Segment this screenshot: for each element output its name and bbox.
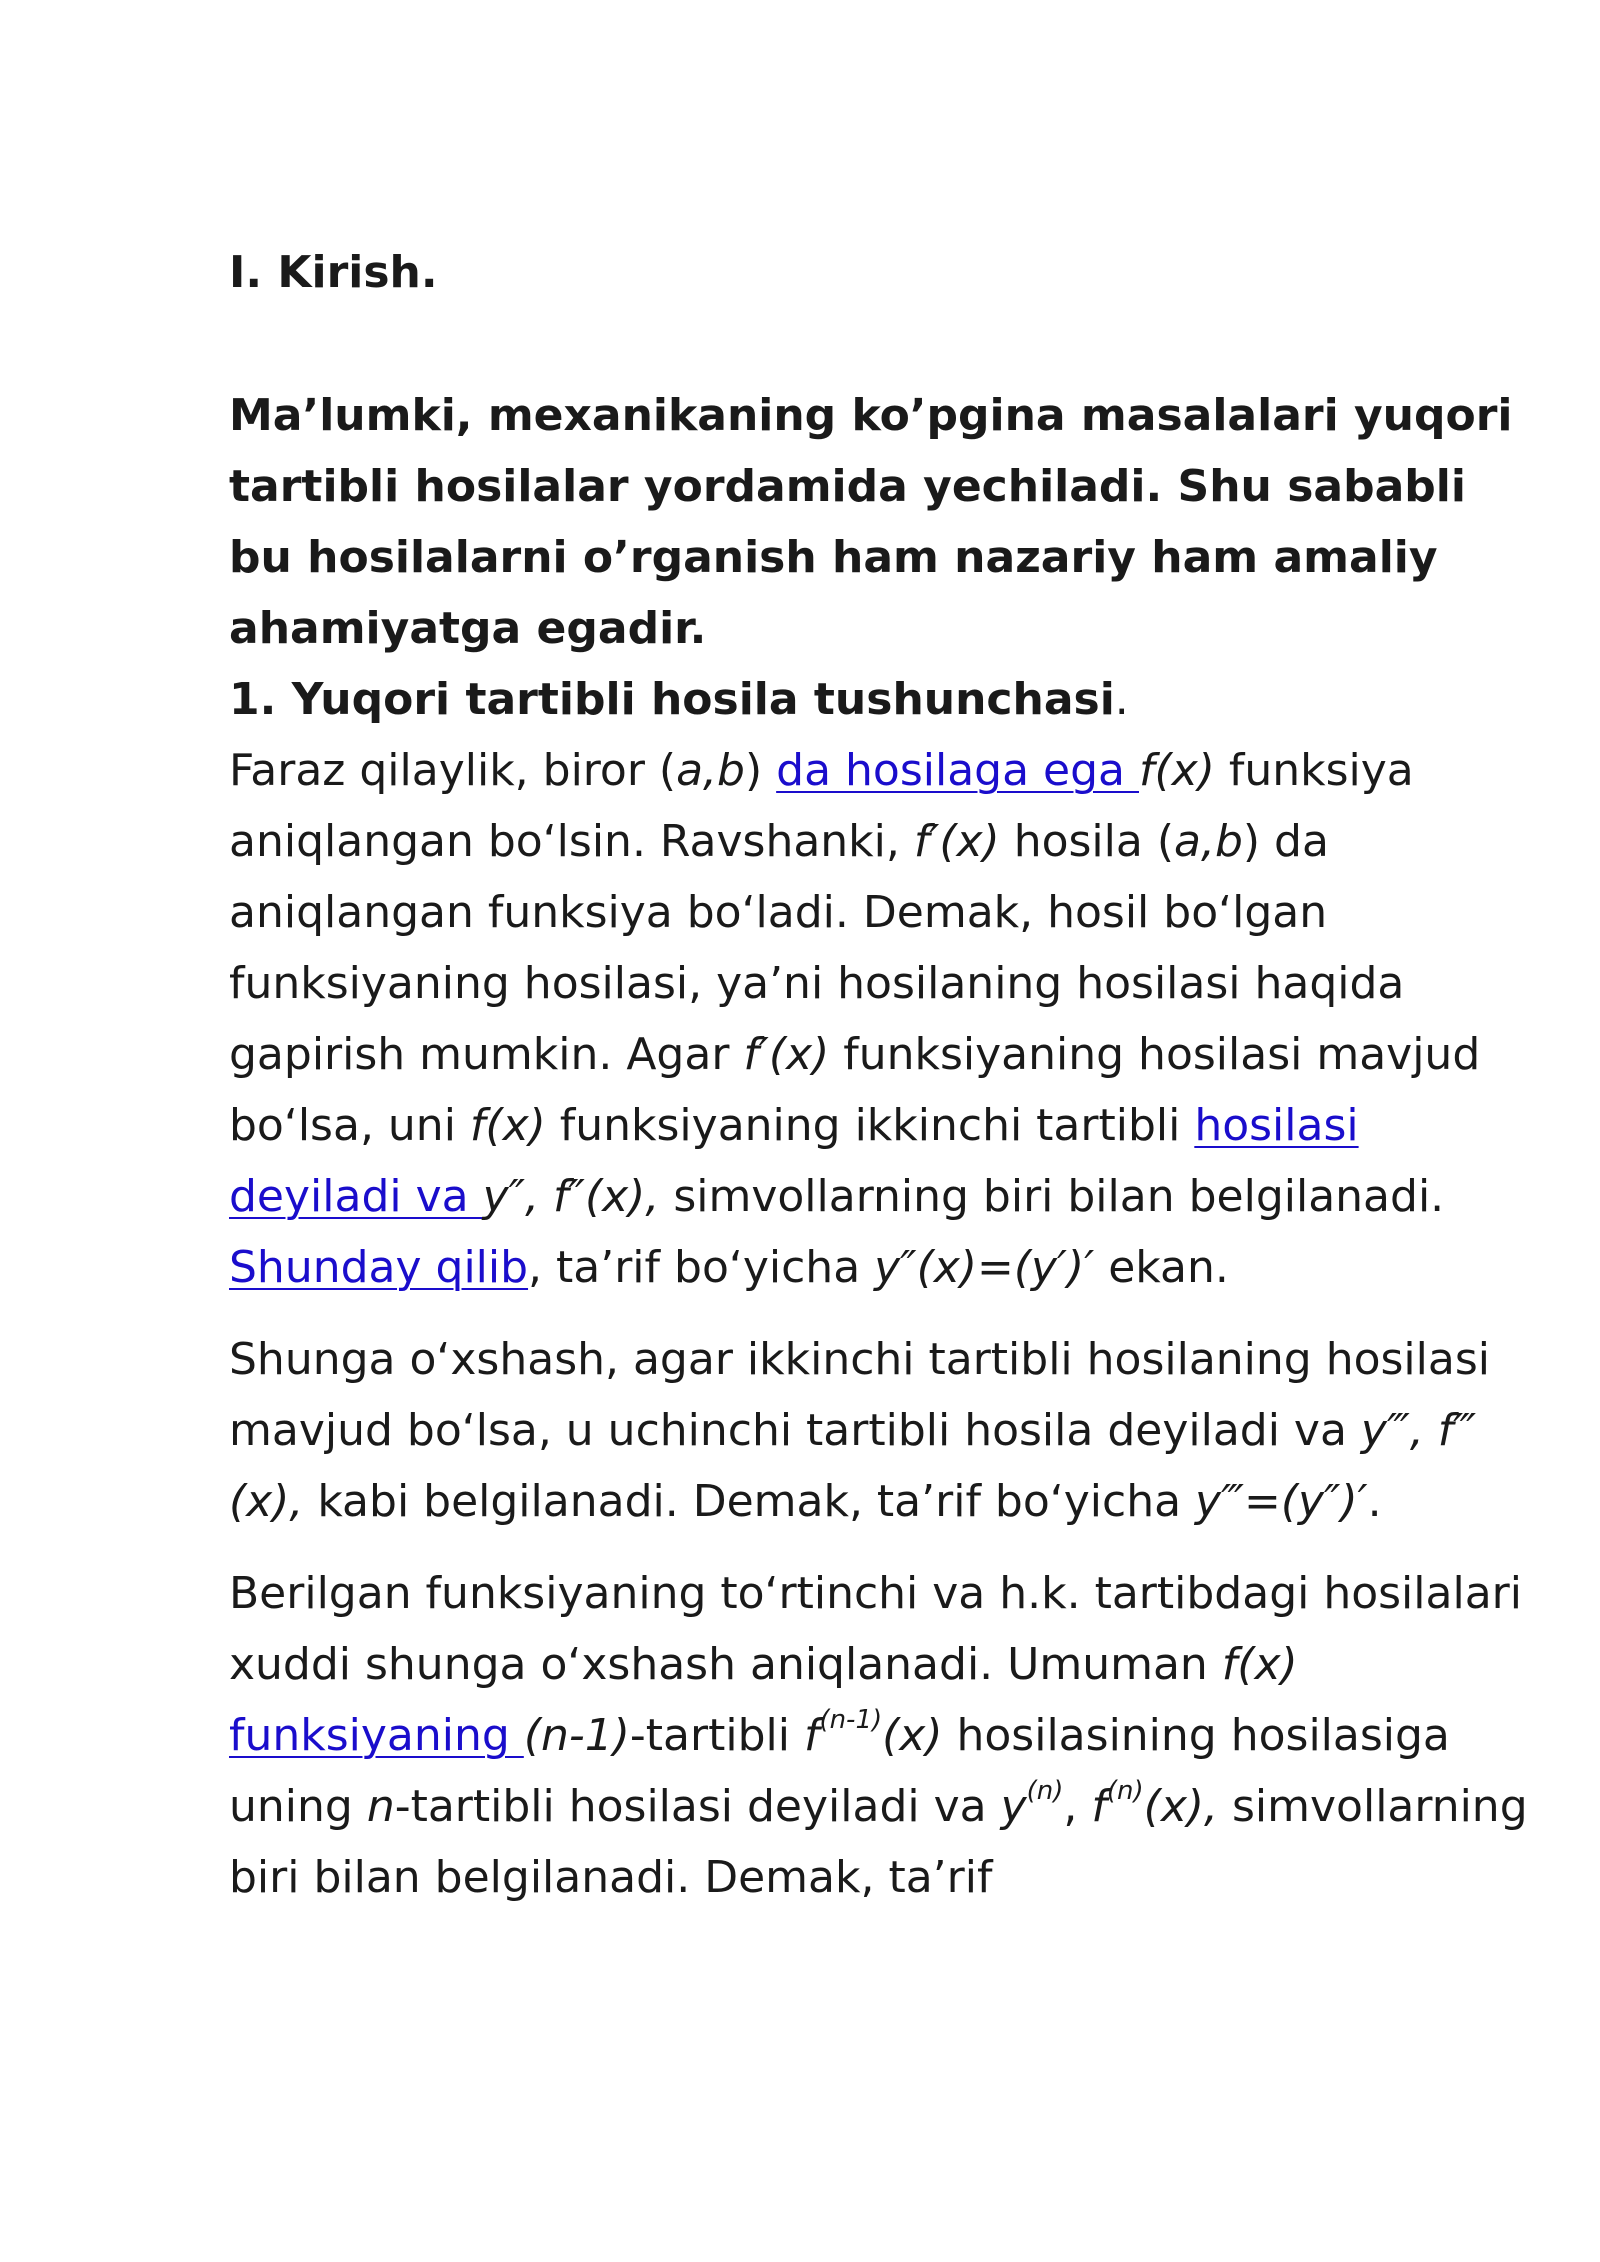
- link-hosilasi-deyiladi-va[interactable]: hosilasi deyiladi va: [229, 1100, 1359, 1222]
- intro-paragraph: Ma’lumki, mexanikaning ko’pgina masalalari yuqori tartibli hosilalar yordamida yechiladi. Shu sababli bu hosilalarni o’rganish ham nazariy ham amaliy ahamiyatga egadir.: [229, 390, 1513, 654]
- text-run: ) da aniqlangan funksiya boʻladi. Demak, hosil boʻlgan funksiyaning hosilasi, ya’ni hosilaning hosilasi haqida gapirish mumkin. Agar: [229, 816, 1405, 1080]
- text-run: -tartibli hosilasi deyiladi va: [394, 1781, 1001, 1832]
- text-run: Shunga oʻxshash, agar ikkinchi tartibli hosilaning hosilasi mavjud boʻlsa, u uchinchi tartibli hosila deyiladi va: [229, 1334, 1490, 1456]
- math-third-derivative-symbols: y‴, f‴(x),: [229, 1405, 1477, 1527]
- text-run: Berilgan funksiyaning toʻrtinchi va h.k. tartibdagi hosilalari xuddi shunga oʻxshash aniqlanadi. Umuman: [229, 1568, 1522, 1690]
- math-second-derivative-symbols: y″, f″(x),: [482, 1171, 660, 1222]
- math-superscript: (n): [1106, 1776, 1144, 1806]
- text-run: funksiyaning hosilasi mavjud boʻlsa, uni: [229, 1029, 1481, 1151]
- math-interval: a,b: [676, 745, 745, 796]
- math-interval: a,b: [1174, 816, 1243, 867]
- math-third-derivative-definition: y‴=(y″)′: [1195, 1476, 1368, 1527]
- math-f-prime: f′(x): [913, 816, 1000, 867]
- text-run: , ta’rif boʻyicha: [528, 1242, 875, 1293]
- text-run: .: [1367, 1476, 1382, 1527]
- text-run: ,: [1063, 1781, 1092, 1832]
- math-f-prime: f′(x): [743, 1029, 830, 1080]
- text-run: funksiyaning ikkinchi tartibli: [545, 1100, 1195, 1151]
- section-heading: I. Kirish.: [229, 247, 438, 298]
- math-n: n: [366, 1781, 395, 1832]
- text-run: hosilasining hosilasiga uning: [229, 1710, 1450, 1832]
- paragraph-second-derivative: [229, 735, 1529, 1303]
- math-second-derivative-definition: y″(x)=(y′)′: [874, 1242, 1095, 1293]
- subsection-title: 1. Yuqori tartibli hosila tushunchasi: [229, 674, 1115, 725]
- paragraph-nth-derivative: [229, 1558, 1529, 1913]
- link-shunday-qilib[interactable]: Shunday qilib: [229, 1242, 529, 1293]
- math-f: f: [1091, 1781, 1107, 1832]
- math-superscript: (n-1): [819, 1705, 883, 1735]
- math-n-minus-1: (n-1): [523, 1710, 630, 1761]
- text-run: simvollarning biri bilan belgilanadi. Demak, ta’rif: [229, 1781, 1528, 1903]
- text-run: simvollarning biri bilan belgilanadi.: [659, 1171, 1445, 1222]
- subsection-period: .: [1114, 674, 1129, 725]
- math-of-x: (x),: [1143, 1781, 1219, 1832]
- math-fx: f(x): [469, 1100, 546, 1151]
- math-fx: f(x): [1139, 745, 1215, 796]
- math-y: y: [1000, 1781, 1027, 1832]
- text-run: hosila (: [999, 816, 1174, 867]
- link-funksiyaning[interactable]: funksiyaning: [229, 1710, 524, 1761]
- text-run: kabi belgilanadi. Demak, ta’rif boʻyicha: [303, 1476, 1196, 1527]
- paragraph-third-derivative: [229, 1324, 1529, 1537]
- text-run: funksiya aniqlangan boʻlsin. Ravshanki,: [229, 745, 1414, 867]
- text-run: Faraz qilaylik, biror (: [229, 745, 677, 796]
- link-da-hosilaga-ega[interactable]: da hosilaga ega: [776, 745, 1139, 796]
- text-run: ekan.: [1094, 1242, 1229, 1293]
- math-f: f: [803, 1710, 820, 1761]
- math-fx: f(x): [1221, 1639, 1298, 1690]
- document-page: [229, 238, 1529, 1913]
- text-run: ): [744, 745, 777, 796]
- text-run: -tartibli: [629, 1710, 804, 1761]
- math-superscript: (n): [1026, 1776, 1064, 1806]
- subsection-heading: [229, 664, 1529, 735]
- math-of-x: (x): [882, 1710, 943, 1761]
